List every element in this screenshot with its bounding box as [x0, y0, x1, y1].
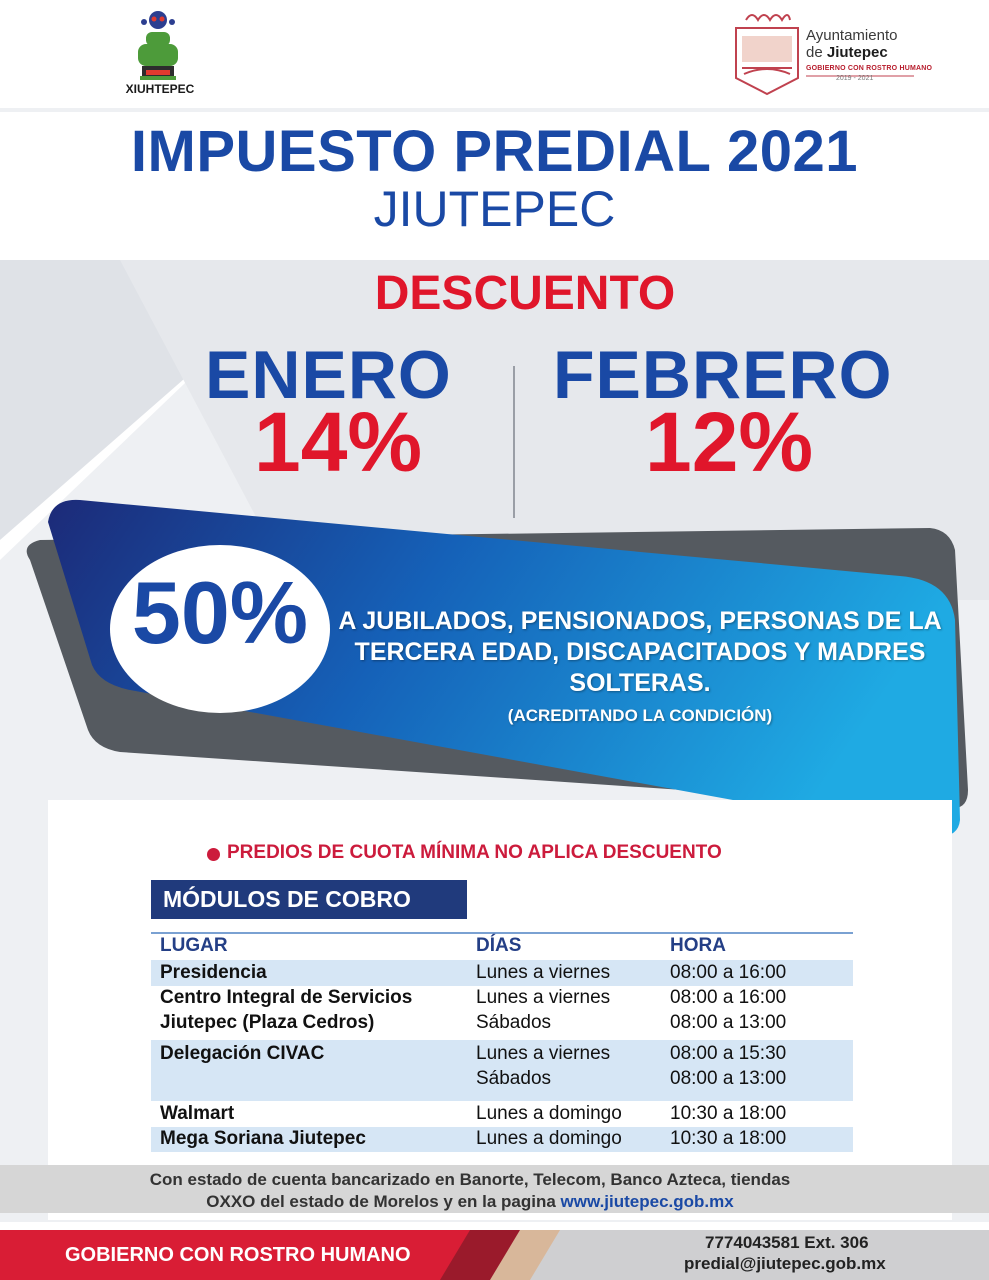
payment-info-line2-prefix: OXXO del estado de Morelos y en la pagina: [206, 1192, 561, 1211]
table-cell-lugar: Delegación CIVAC: [160, 1043, 325, 1064]
banner-subtext: (ACREDITANDO LA CONDICIÓN): [507, 706, 773, 725]
table-cell-dias: Sábados: [476, 1012, 552, 1033]
percent-enero: 14%: [254, 395, 423, 489]
table-cell-dias: Lunes a domingo: [476, 1103, 622, 1124]
banner-text: A JUBILADOS, PENSIONADOS, PERSONAS DE LA TERCERA EDAD, DISCAPACITADOS Y MADRES SOLTERAS.: [338, 607, 942, 697]
column-header-lugar: LUGAR: [160, 935, 228, 956]
table-cell-hora: 08:00 a 13:00: [670, 1068, 787, 1089]
table-cell-dias: Lunes a viernes: [476, 962, 611, 983]
ayuntamiento-line2: [806, 44, 888, 61]
table-cell-hora: 08:00 a 15:30: [670, 1043, 787, 1064]
minimum-fee-note: PREDIOS DE CUOTA MÍNIMA NO APLICA DESCUENTO: [227, 842, 722, 863]
page-subtitle: JIUTEPEC: [373, 181, 616, 237]
table-cell-lugar: Presidencia: [160, 962, 267, 983]
table-cell-lugar: Jiutepec (Plaza Cedros): [160, 1012, 375, 1033]
payment-info-line1: Con estado de cuenta bancarizado en Banorte, Telecom, Banco Azteca, tiendas: [149, 1170, 791, 1189]
xiuhtepec-logo-label: XIUHTEPEC: [125, 82, 195, 96]
footer-slogan: GOBIERNO CON ROSTRO HUMANO: [65, 1244, 411, 1266]
payment-info-text: [0, 1169, 940, 1213]
ayuntamiento-tagline: GOBIERNO CON ROSTRO HUMANO: [806, 65, 933, 72]
contact-phone: 7774043581 Ext. 306: [705, 1233, 869, 1252]
table-cell-dias: Lunes a viernes: [476, 1043, 611, 1064]
payment-info-line2: [0, 1191, 940, 1213]
table-cell-lugar: Mega Soriana Jiutepec: [160, 1128, 366, 1149]
month-febrero: FEBRERO: [553, 337, 893, 413]
table-cell-hora: 08:00 a 13:00: [670, 1012, 787, 1033]
table-cell-dias: Lunes a viernes: [476, 987, 611, 1008]
banner-percent: 50%: [131, 563, 309, 662]
table-cell-hora: 08:00 a 16:00: [670, 987, 787, 1008]
percent-febrero: 12%: [645, 395, 814, 489]
table-cell-lugar: Walmart: [160, 1103, 235, 1124]
table-cell-dias: Lunes a domingo: [476, 1128, 622, 1149]
ayuntamiento-years: 2019 - 2021: [836, 75, 874, 82]
page-title: IMPUESTO PREDIAL 2021: [130, 119, 859, 184]
ayuntamiento-line1: Ayuntamiento: [806, 27, 898, 44]
bullet-icon: [207, 848, 220, 861]
table-cell-hora: 10:30 a 18:00: [670, 1103, 787, 1124]
ayuntamiento-line2-bold: Jiutepec: [826, 44, 888, 61]
table-cell-dias: Sábados: [476, 1068, 552, 1089]
modules-title: MÓDULOS DE COBRO: [163, 886, 411, 912]
table-cell-hora: 10:30 a 18:00: [670, 1128, 787, 1149]
month-enero: ENERO: [205, 337, 452, 413]
contact-email[interactable]: predial@jiutepec.gob.mx: [684, 1254, 886, 1273]
column-header-dias: DÍAS: [476, 935, 522, 956]
website-link[interactable]: www.jiutepec.gob.mx: [560, 1192, 734, 1211]
table-cell-hora: 08:00 a 16:00: [670, 962, 787, 983]
table-cell-lugar: Centro Integral de Servicios: [160, 987, 413, 1008]
table-header-line: [151, 932, 853, 934]
discount-label: DESCUENTO: [374, 267, 676, 320]
ayuntamiento-line2-prefix: de: [806, 44, 827, 61]
column-header-hora: HORA: [670, 935, 726, 956]
